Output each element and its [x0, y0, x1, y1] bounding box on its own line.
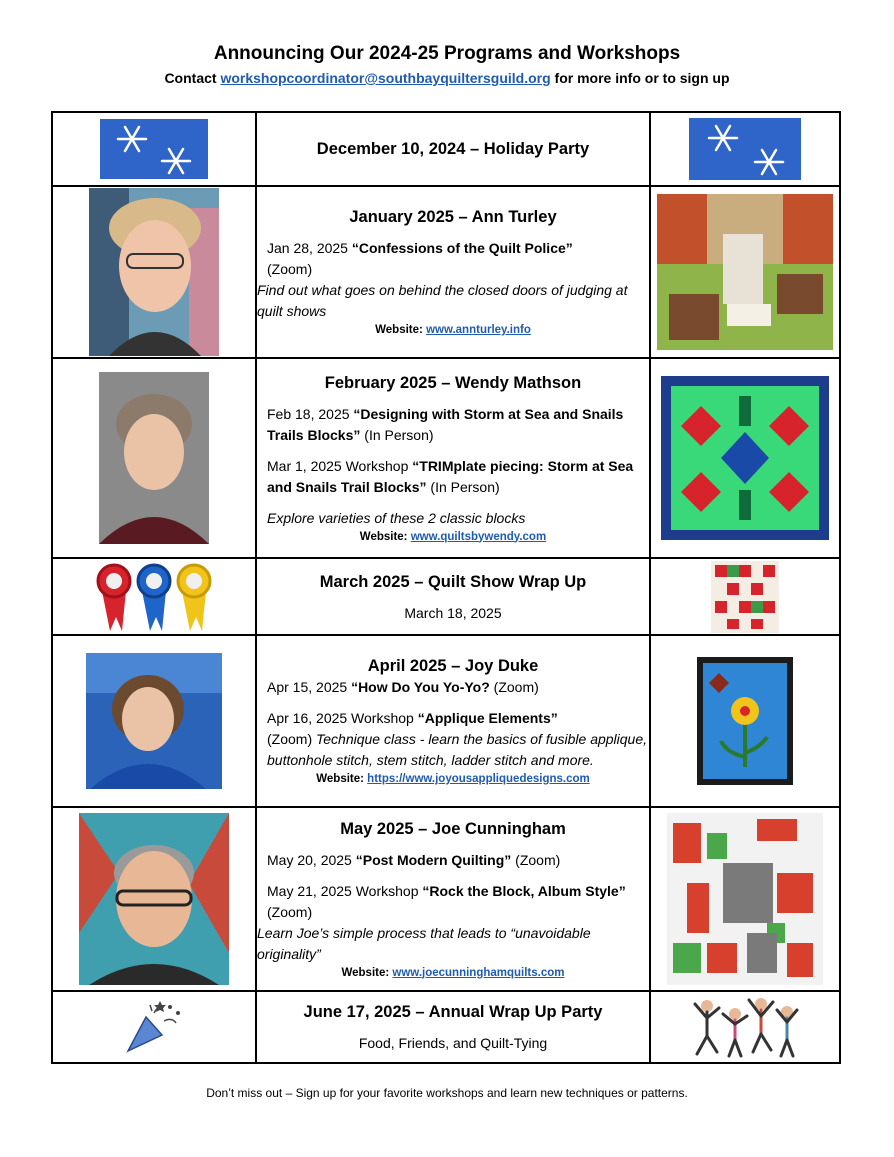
january-website-link[interactable]: www.annturley.info: [426, 324, 531, 336]
april-details: [256, 635, 650, 807]
march-date: March 18, 2025: [404, 604, 502, 621]
program-table: [51, 111, 841, 1064]
may-talk-date: May 20, 2025: [267, 851, 356, 868]
party-popper-icon: [124, 999, 184, 1055]
may-title: May 2025 – Joe Cunningham: [340, 819, 566, 838]
row-april: [52, 635, 840, 807]
snowflake-image-left: [52, 112, 256, 186]
post-modern-quilt-image: [650, 807, 840, 991]
april-talk: [267, 677, 649, 698]
may-details: [256, 807, 650, 991]
april-title: April 2025 – Joy Duke: [367, 657, 539, 675]
april-workshop: [267, 708, 649, 771]
march-title: March 2025 – Quilt Show Wrap Up: [319, 572, 587, 591]
quilt-image-icon: [657, 194, 833, 350]
january-talk-date: Jan 28, 2025: [267, 240, 352, 256]
wendy-mathson-photo: [52, 358, 256, 558]
row-may: [52, 807, 840, 991]
contact-line: [0, 68, 894, 88]
may-website: [257, 965, 649, 981]
may-workshop-mode: (Zoom): [267, 903, 313, 920]
june-details: [256, 991, 650, 1063]
april-talk-mode: (Zoom): [489, 679, 539, 695]
january-talk-mode: (Zoom): [267, 261, 313, 277]
row-january: [52, 186, 840, 358]
january-description: Find out what goes on behind the closed doors of judging at quilt shows: [257, 282, 628, 319]
april-description: Technique class - learn the basics of fusible applique, buttonhole stitch, stem stitch, ladder stitch and more.: [267, 731, 648, 768]
ribbon-award-icon: [90, 561, 218, 633]
january-title: January 2025 – Ann Turley: [349, 208, 557, 226]
february-workshop-date: Mar 1, 2025 Workshop: [267, 457, 413, 474]
january-talk: [267, 238, 649, 280]
quilt-police-image: [650, 186, 840, 358]
may-workshop-name: “Rock the Block, Album Style”: [422, 882, 626, 899]
joe-cunningham-photo: [52, 807, 256, 991]
february-talk-mode: (In Person): [360, 426, 434, 443]
april-workshop-name: “Applique Elements”: [417, 710, 558, 726]
person-photo-icon: [86, 653, 222, 789]
person-photo-icon: [99, 372, 209, 544]
storm-at-sea-quilt-image: [650, 358, 840, 558]
ann-turley-photo: [52, 186, 256, 358]
party-popper-image: [52, 991, 256, 1063]
may-talk-name: “Post Modern Quilting”: [355, 851, 512, 868]
quilt-show-image: [650, 558, 840, 635]
february-workshop: [267, 456, 649, 498]
may-talk: [267, 850, 649, 871]
snowflake-icon: [689, 118, 801, 180]
february-talk: [267, 404, 649, 446]
applique-flower-image: [650, 635, 840, 807]
row-march: [52, 558, 840, 635]
february-website-link[interactable]: www.quiltsbywendy.com: [410, 530, 547, 543]
contact-email-link[interactable]: workshopcoordinator@southbayquiltersguild.org: [220, 70, 551, 86]
person-photo-icon: [89, 188, 219, 356]
april-talk-date: Apr 15, 2025: [267, 679, 352, 695]
january-talk-name: “Confessions of the Quilt Police”: [351, 240, 573, 256]
february-talk-name: “Designing with Storm at Sea and Snails Trails Blocks”: [267, 405, 624, 443]
row-june: [52, 991, 840, 1063]
quilt-image-icon: [711, 561, 779, 633]
quilt-image-icon: [667, 813, 823, 985]
row-february: [52, 358, 840, 558]
page-header: [0, 40, 894, 88]
february-talk-date: Feb 18, 2025: [267, 405, 354, 422]
january-details: [256, 186, 650, 358]
snowflake-image-right: [650, 112, 840, 186]
snowflake-icon: [100, 119, 208, 179]
december-details: [256, 112, 650, 186]
person-photo-icon: [79, 813, 229, 985]
may-description: Learn Joe’s simple process that leads to “unavoidable originality”: [257, 924, 591, 962]
april-workshop-date: Apr 16, 2025 Workshop: [267, 710, 418, 726]
april-website: [257, 771, 649, 787]
may-workshop: [267, 881, 649, 923]
december-title: December 10, 2024 – Holiday Party: [316, 140, 590, 158]
contact-suffix: for more info or to sign up: [550, 70, 730, 86]
may-talk-mode: (Zoom): [511, 851, 561, 868]
page-title: Announcing Our 2024-25 Programs and Workshops: [213, 43, 681, 64]
march-details: [256, 558, 650, 635]
april-workshop-mode: (Zoom): [267, 731, 316, 747]
february-title: February 2025 – Wendy Mathson: [324, 373, 582, 392]
footer-note: Don’t miss out – Sign up for your favorite workshops and learn new techniques or patterns.: [206, 1086, 688, 1100]
celebrating-people-icon: [689, 994, 801, 1060]
may-workshop-date: May 21, 2025 Workshop: [267, 882, 423, 899]
joy-duke-photo: [52, 635, 256, 807]
january-website: [257, 322, 649, 338]
ribbons-image: [52, 558, 256, 635]
quilt-image-icon: [697, 657, 793, 785]
june-subtitle: Food, Friends, and Quilt-Tying: [358, 1035, 548, 1051]
contact-prefix: Contact: [164, 70, 221, 86]
january-website-label: Website:: [375, 324, 427, 336]
february-description: Explore varieties of these 2 classic blocks: [267, 509, 526, 526]
april-talk-name: “How Do You Yo-Yo?: [351, 679, 490, 695]
celebrating-people-image: [650, 991, 840, 1063]
quilt-image-icon: [661, 376, 829, 540]
june-title: June 17, 2025 – Annual Wrap Up Party: [303, 1003, 603, 1021]
february-website: [257, 529, 649, 545]
february-website-label: Website:: [359, 530, 411, 543]
february-details: [256, 358, 650, 558]
february-workshop-mode: (In Person): [426, 478, 500, 495]
april-website-label: Website:: [316, 773, 368, 785]
april-website-link[interactable]: https://www.joyousappliquedesigns.com: [367, 773, 590, 785]
row-december: [52, 112, 840, 186]
february-workshop-name: “TRIMplate piecing: Storm at Sea and Snails Trail Blocks”: [267, 457, 634, 495]
may-website-link[interactable]: www.joecunninghamquilts.com: [392, 966, 565, 979]
may-website-label: Website:: [341, 966, 393, 979]
